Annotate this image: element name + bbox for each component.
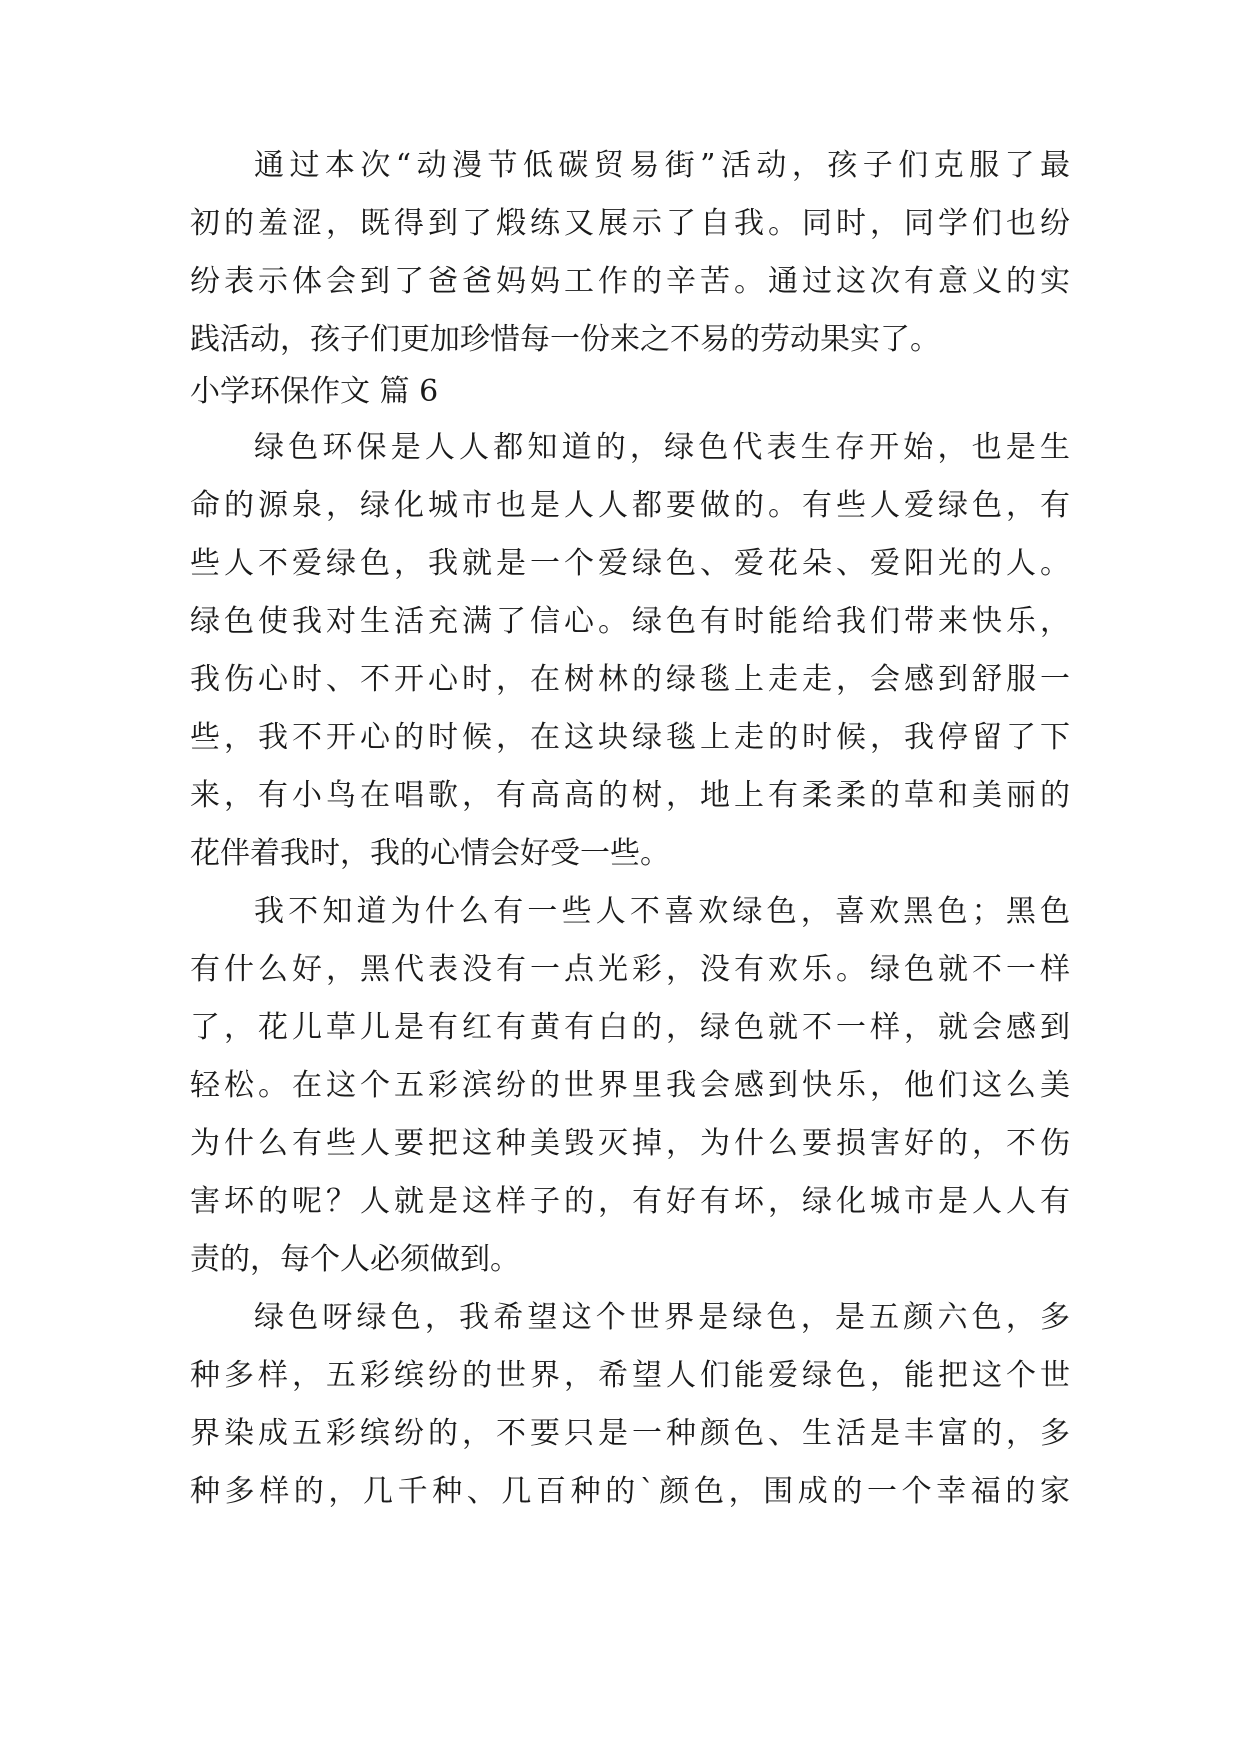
paragraph-2-line-7: 来，有小鸟在唱歌，有高高的树，地上有柔柔的草和美丽的 xyxy=(190,778,1070,813)
paragraph-4-line-3: 界染成五彩缤纷的，不要只是一种颜色、生活是丰富的，多 xyxy=(190,1416,1070,1451)
section-heading: 小学环保作文 篇 6 xyxy=(190,374,439,409)
paragraph-3-line-5: 为什么有些人要把这种美毁灭掉，为什么要损害好的，不伤 xyxy=(190,1126,1070,1161)
paragraph-1-line-3: 纷表示体会到了爸爸妈妈工作的辛苦。通过这次有意义的实 xyxy=(190,264,1070,299)
paragraph-2-line-3: 些人不爱绿色，我就是一个爱绿色、爱花朵、爱阳光的人。 xyxy=(190,546,1070,581)
paragraph-2-line-8: 花伴着我时，我的心情会好受一些。 xyxy=(190,836,670,871)
paragraph-3-line-7: 责的，每个人必须做到。 xyxy=(190,1242,520,1277)
paragraph-2-line-4: 绿色使我对生活充满了信心。绿色有时能给我们带来快乐， xyxy=(190,604,1070,639)
paragraph-3-line-2: 有什么好，黑代表没有一点光彩，没有欢乐。绿色就不一样 xyxy=(190,952,1070,987)
paragraph-1-line-4: 践活动，孩子们更加珍惜每一份来之不易的劳动果实了。 xyxy=(190,322,940,357)
paragraph-2-line-5: 我伤心时、不开心时，在树林的绿毯上走走，会感到舒服一 xyxy=(190,662,1070,697)
paragraph-1-line-2: 初的羞涩，既得到了煅练又展示了自我。同时，同学们也纷 xyxy=(190,206,1070,241)
paragraph-2-line-2: 命的源泉，绿化城市也是人人都要做的。有些人爱绿色，有 xyxy=(190,488,1070,523)
paragraph-4-line-4: 种多样的，几千种、几百种的`颜色，围成的一个幸福的家 xyxy=(190,1474,1070,1509)
paragraph-3-line-4: 轻松。在这个五彩滨纷的世界里我会感到快乐，他们这么美 xyxy=(190,1068,1070,1103)
paragraph-4-line-1: 绿色呀绿色，我希望这个世界是绿色，是五颜六色，多 xyxy=(254,1300,1070,1335)
paragraph-1-line-1: 通过本次“动漫节低碳贸易街”活动，孩子们克服了最 xyxy=(254,148,1070,183)
paragraph-3-line-6: 害坏的呢？人就是这样子的，有好有坏，绿化城市是人人有 xyxy=(190,1184,1070,1219)
paragraph-4-line-2: 种多样，五彩缤纷的世界，希望人们能爱绿色，能把这个世 xyxy=(190,1358,1070,1393)
paragraph-3-line-3: 了，花儿草儿是有红有黄有白的，绿色就不一样，就会感到 xyxy=(190,1010,1070,1045)
paragraph-2-line-1: 绿色环保是人人都知道的，绿色代表生存开始，也是生 xyxy=(254,430,1070,465)
paragraph-2-line-6: 些，我不开心的时候，在这块绿毯上走的时候，我停留了下 xyxy=(190,720,1070,755)
paragraph-3-line-1: 我不知道为什么有一些人不喜欢绿色，喜欢黑色；黑色 xyxy=(254,894,1070,929)
